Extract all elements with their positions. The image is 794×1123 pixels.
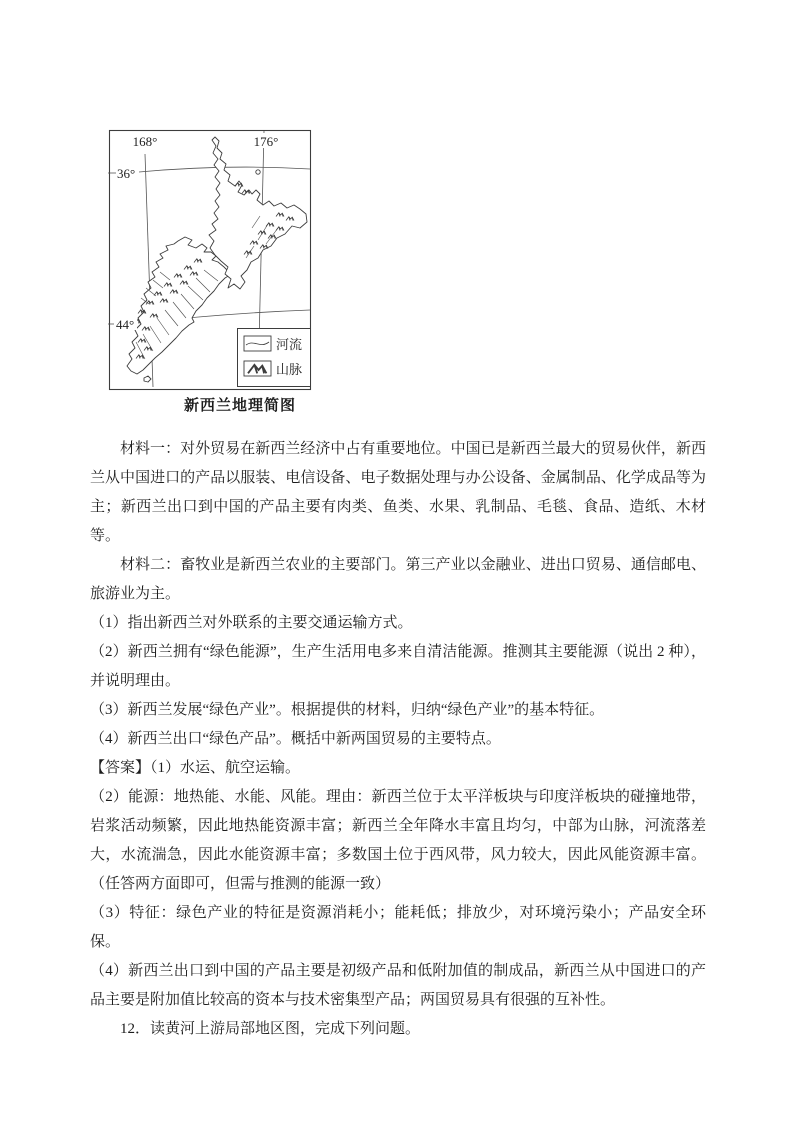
question-2: （2）新西兰拥有“绿色能源”，生产生活用电多来自清洁能源。推测其主要能源（说出 2 种），并说明理由。 (90, 644, 706, 689)
new-zealand-map (108, 128, 312, 391)
legend-river-label: 河流 (276, 337, 303, 352)
map-figure (108, 128, 312, 415)
question-4: （4）新西兰出口“绿色产品”。概括中新两国贸易的主要特点。 (90, 731, 501, 747)
document-body (90, 435, 706, 1044)
lat-label-44: 44° (116, 317, 135, 332)
question-1: （1）指出新西兰对外联系的主要交通运输方式。 (90, 615, 413, 631)
material-one-paragraph: 材料一：对外贸易在新西兰经济中占有重要地位。中国已是新西兰最大的贸易伙伴，新西兰从中国进口的产品以服装、电信设备、电子数据处理与办公设备、金属制品、化学成品等为主；新西兰出口到中国的产品主要有肉类、鱼类、水果、乳制品、毛毯、食品、造纸、木材等。 (90, 441, 706, 544)
lon-label-176: 176° (253, 134, 279, 149)
lon-label-168: 168° (132, 134, 158, 149)
next-question-intro: 12．读黄河上游局部地区图，完成下列问题。 (120, 1021, 421, 1037)
answer-2: （2）能源：地热能、水能、风能。理由：新西兰位于太平洋板块与印度洋板块的碰撞地带，岩浆活动频繁，因此地热能资源丰富；新西兰全年降水丰富且均匀，中部为山脉，河流落差大，水流湍急，因此水能资源丰富；多数国土位于西风带，风力较大，因此风能资源丰富。（任答两方面即可，但需与推测的能源一致） (90, 789, 706, 892)
offshore-island-outline (256, 170, 260, 174)
answer-3: （3）特征：绿色产业的特征是资源消耗小；能耗低；排放少，对环境污染小；产品安全环保。 (90, 905, 706, 950)
lat-label-36: 36° (117, 166, 136, 181)
material-two-paragraph: 材料二：畜牧业是新西兰农业的主要部门。第三产业以金融业、进出口贸易、通信邮电、旅游业为主。 (90, 557, 706, 602)
question-3: （3）新西兰发展“绿色产业”。根据提供的材料，归纳“绿色产业”的基本特征。 (90, 702, 605, 718)
map-caption: 新西兰地理简图 (183, 398, 296, 414)
answer-4: （4）新西兰出口到中国的产品主要是初级产品和低附加值的制成品，新西兰从中国进口的产品主要是附加值比较高的资本与技术密集型产品；两国贸易具有很强的互补性。 (90, 963, 706, 1008)
map-legend (238, 329, 311, 387)
answer-heading-and-1: 【答案】（1）水运、航空运输。 (90, 760, 301, 776)
legend-mountain-label: 山脉 (276, 362, 303, 377)
